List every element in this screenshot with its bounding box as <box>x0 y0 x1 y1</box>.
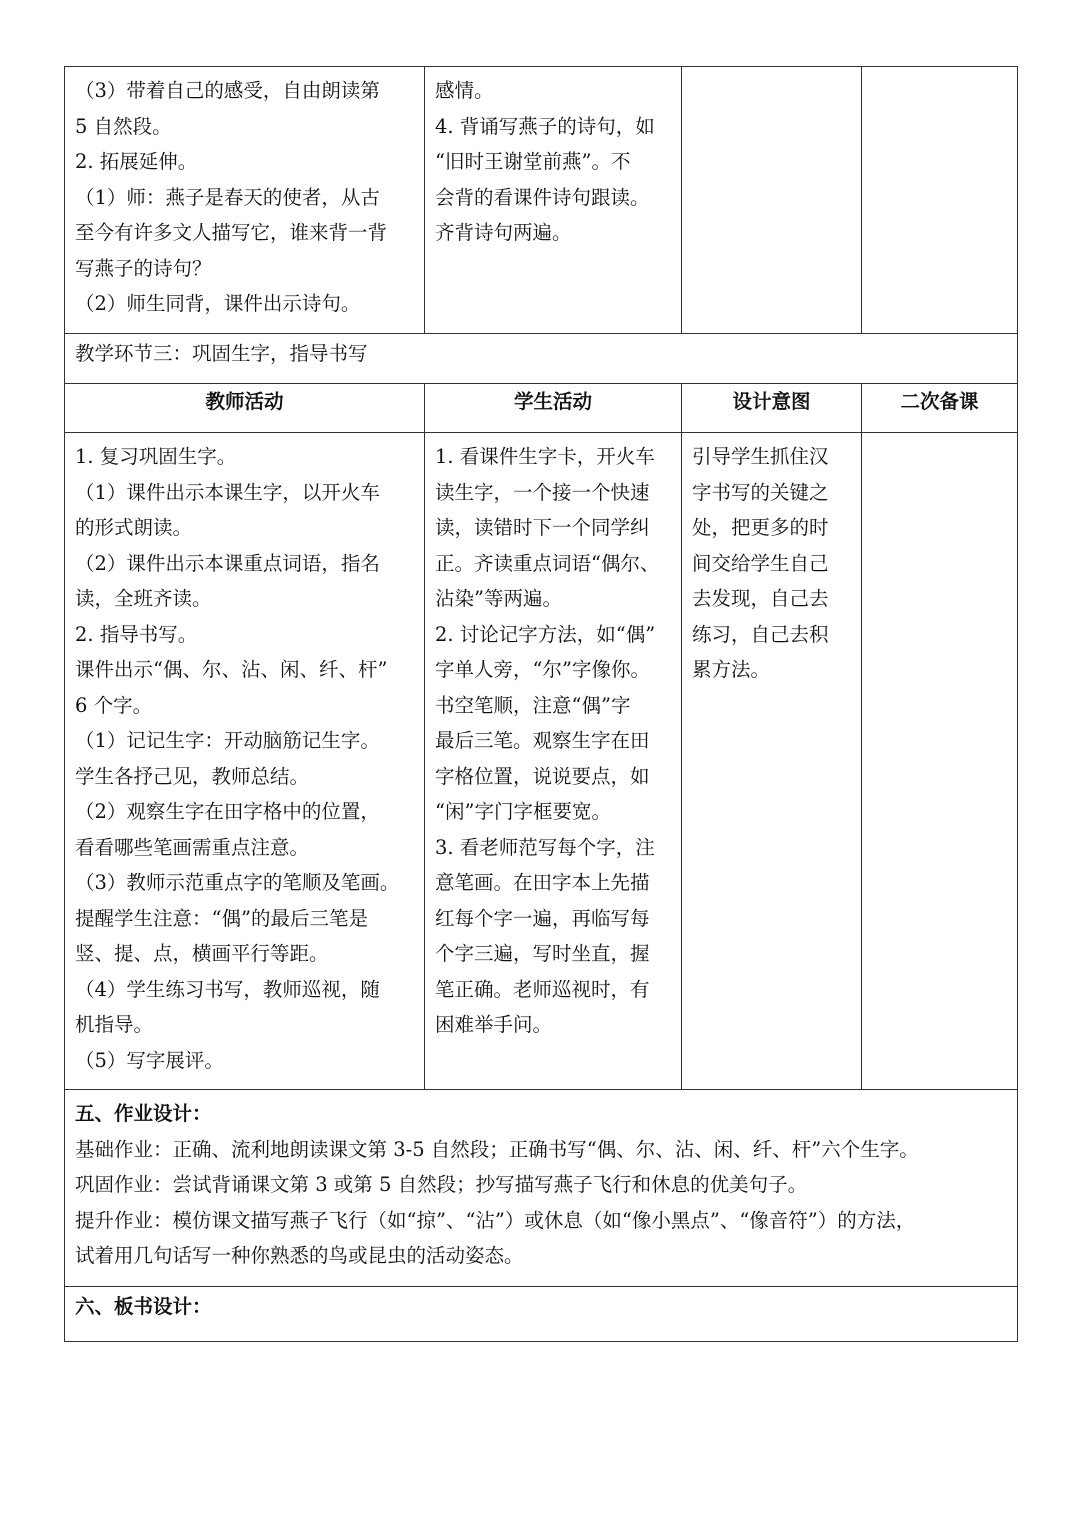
header-student-activity: 学生活动 <box>425 384 682 433</box>
text-line: （3）带着自己的感受，自由朗读第 <box>75 79 380 102</box>
text-line: 困难举手问。 <box>435 1013 553 1036</box>
text-line: （2）师生同背，课件出示诗句。 <box>75 292 361 315</box>
text-line: 处，把更多的时 <box>692 516 829 539</box>
header-second-prep: 二次备课 <box>862 384 1018 433</box>
text-line: 练习，自己去积 <box>692 622 829 646</box>
text-line: 字格位置，说说要点，如 <box>435 764 650 788</box>
text-line: 读，全班齐读。 <box>75 587 212 610</box>
text-line: 2. 拓展延伸。 <box>75 150 198 173</box>
text-line: （2）观察生字在田字格中的位置， <box>75 800 380 823</box>
teacher-activity-cell <box>65 67 425 334</box>
text-line: 课件出示“偶、尔、沾、闲、纤、杆” <box>75 658 388 681</box>
text-line: （5）写字展评。 <box>75 1048 224 1072</box>
text-line: 4. 背诵写燕子的诗句，如 <box>435 114 655 138</box>
homework-title: 五、作业设计： <box>75 1102 212 1125</box>
continuation-row <box>65 67 1018 334</box>
second-prep-cell <box>862 433 1018 1090</box>
text-line: 最后三笔。观察生字在田 <box>435 729 650 752</box>
text-line: 至今有许多文人描写它，谁来背一背 <box>75 221 388 244</box>
text-line: 2. 指导书写。 <box>75 622 198 646</box>
text-line: “闲”字门字框要宽。 <box>435 800 611 823</box>
text-line: （2）课件出示本课重点词语，指名 <box>75 551 380 575</box>
board-design-row <box>65 1287 1018 1342</box>
text-line: 意笔画。在田字本上先描 <box>435 871 650 894</box>
text-line: 3. 看老师范写每个字，注 <box>435 835 655 859</box>
text-line: 间交给学生自己 <box>692 551 829 575</box>
homework-improve: 提升作业：模仿课文描写燕子飞行（如“掠”、“沾”）或休息（如“像小黑点”、“像音符”）的方法， <box>75 1208 916 1232</box>
board-design-title: 六、板书设计： <box>75 1295 212 1318</box>
student-activity-cell <box>425 433 682 1090</box>
text-line: 笔正确。老师巡视时，有 <box>435 977 650 1001</box>
text-line: 累方法。 <box>692 658 771 681</box>
text-line: 引导学生抓住汉 <box>692 445 829 468</box>
text-line: 机指导。 <box>75 1013 154 1036</box>
text-line: 书空笔顺，注意“偶”字 <box>435 693 631 717</box>
text-line: 的形式朗读。 <box>75 516 193 539</box>
homework-basic: 基础作业：正确、流利地朗读课文第 3-5 自然段；正确书写“偶、尔、沾、闲、纤、杆”六个生字。 <box>75 1137 919 1161</box>
text-line: 字书写的关键之 <box>692 480 829 504</box>
text-line: （3）教师示范重点字的笔顺及笔画。 <box>75 871 400 894</box>
text-line: （4）学生练习书写，教师巡视，随 <box>75 977 380 1001</box>
section-three-body-row <box>65 433 1018 1090</box>
homework-row <box>65 1090 1018 1287</box>
text-line: 去发现，自己去 <box>692 587 829 610</box>
text-line: 沾染”等两遍。 <box>435 587 562 610</box>
text-line: 1. 复习巩固生字。 <box>75 445 237 468</box>
text-line: （1）师：燕子是春天的使者，从古 <box>75 185 380 209</box>
text-line: 读，读错时下一个同学纠 <box>435 516 650 539</box>
homework-consolidate: 巩固作业：尝试背诵课文第 3 或第 5 自然段；抄写描写燕子飞行和休息的优美句子。 <box>75 1173 808 1196</box>
text-line: 6 个字。 <box>75 693 153 717</box>
second-prep-cell <box>862 67 1018 334</box>
board-design-cell <box>65 1287 1018 1342</box>
text-line: 5 自然段。 <box>75 114 172 138</box>
homework-improve: 试着用几句话写一种你熟悉的鸟或昆虫的活动姿态。 <box>75 1244 524 1267</box>
student-activity-cell <box>425 67 682 334</box>
text-line: 看看哪些笔画需重点注意。 <box>75 835 310 859</box>
text-line: 正。齐读重点词语“偶尔、 <box>435 551 660 575</box>
text-line: （1）记记生字：开动脑筋记生字。 <box>75 729 380 752</box>
text-line: 字单人旁，“尔”字像你。 <box>435 658 650 681</box>
text-line: 齐背诗句两遍。 <box>435 221 572 244</box>
text-line: 个字三遍，写时坐直，握 <box>435 942 650 965</box>
column-header-row <box>65 384 1018 433</box>
header-design-intent: 设计意图 <box>682 384 862 433</box>
section-three-title-cell <box>65 334 1018 384</box>
text-line: 竖、提、点，横画平行等距。 <box>75 942 329 965</box>
text-line: 会背的看课件诗句跟读。 <box>435 185 650 209</box>
design-intent-cell <box>682 433 862 1090</box>
text-line: 写燕子的诗句？ <box>75 256 212 280</box>
section-three-row <box>65 334 1018 384</box>
text-line: 感情。 <box>435 79 494 102</box>
section-three-title: 教学环节三：巩固生字，指导书写 <box>75 342 368 365</box>
design-intent-cell <box>682 67 862 334</box>
text-line: 红每个字一遍，再临写每 <box>435 906 650 930</box>
text-line: 提醒学生注意：“偶”的最后三笔是 <box>75 906 368 930</box>
teacher-activity-cell <box>65 433 425 1090</box>
text-line: “旧时王谢堂前燕”。不 <box>435 150 631 173</box>
header-teacher-activity: 教师活动 <box>65 384 425 433</box>
text-line: 1. 看课件生字卡，开火车 <box>435 445 655 468</box>
text-line: （1）课件出示本课生字，以开火车 <box>75 480 380 504</box>
text-line: 2. 讨论记字方法，如“偶” <box>435 622 656 646</box>
text-line: 读生字，一个接一个快速 <box>435 480 650 504</box>
text-line: 学生各抒己见，教师总结。 <box>75 764 310 788</box>
homework-cell <box>65 1090 1018 1287</box>
lesson-plan-table <box>64 66 1018 1342</box>
